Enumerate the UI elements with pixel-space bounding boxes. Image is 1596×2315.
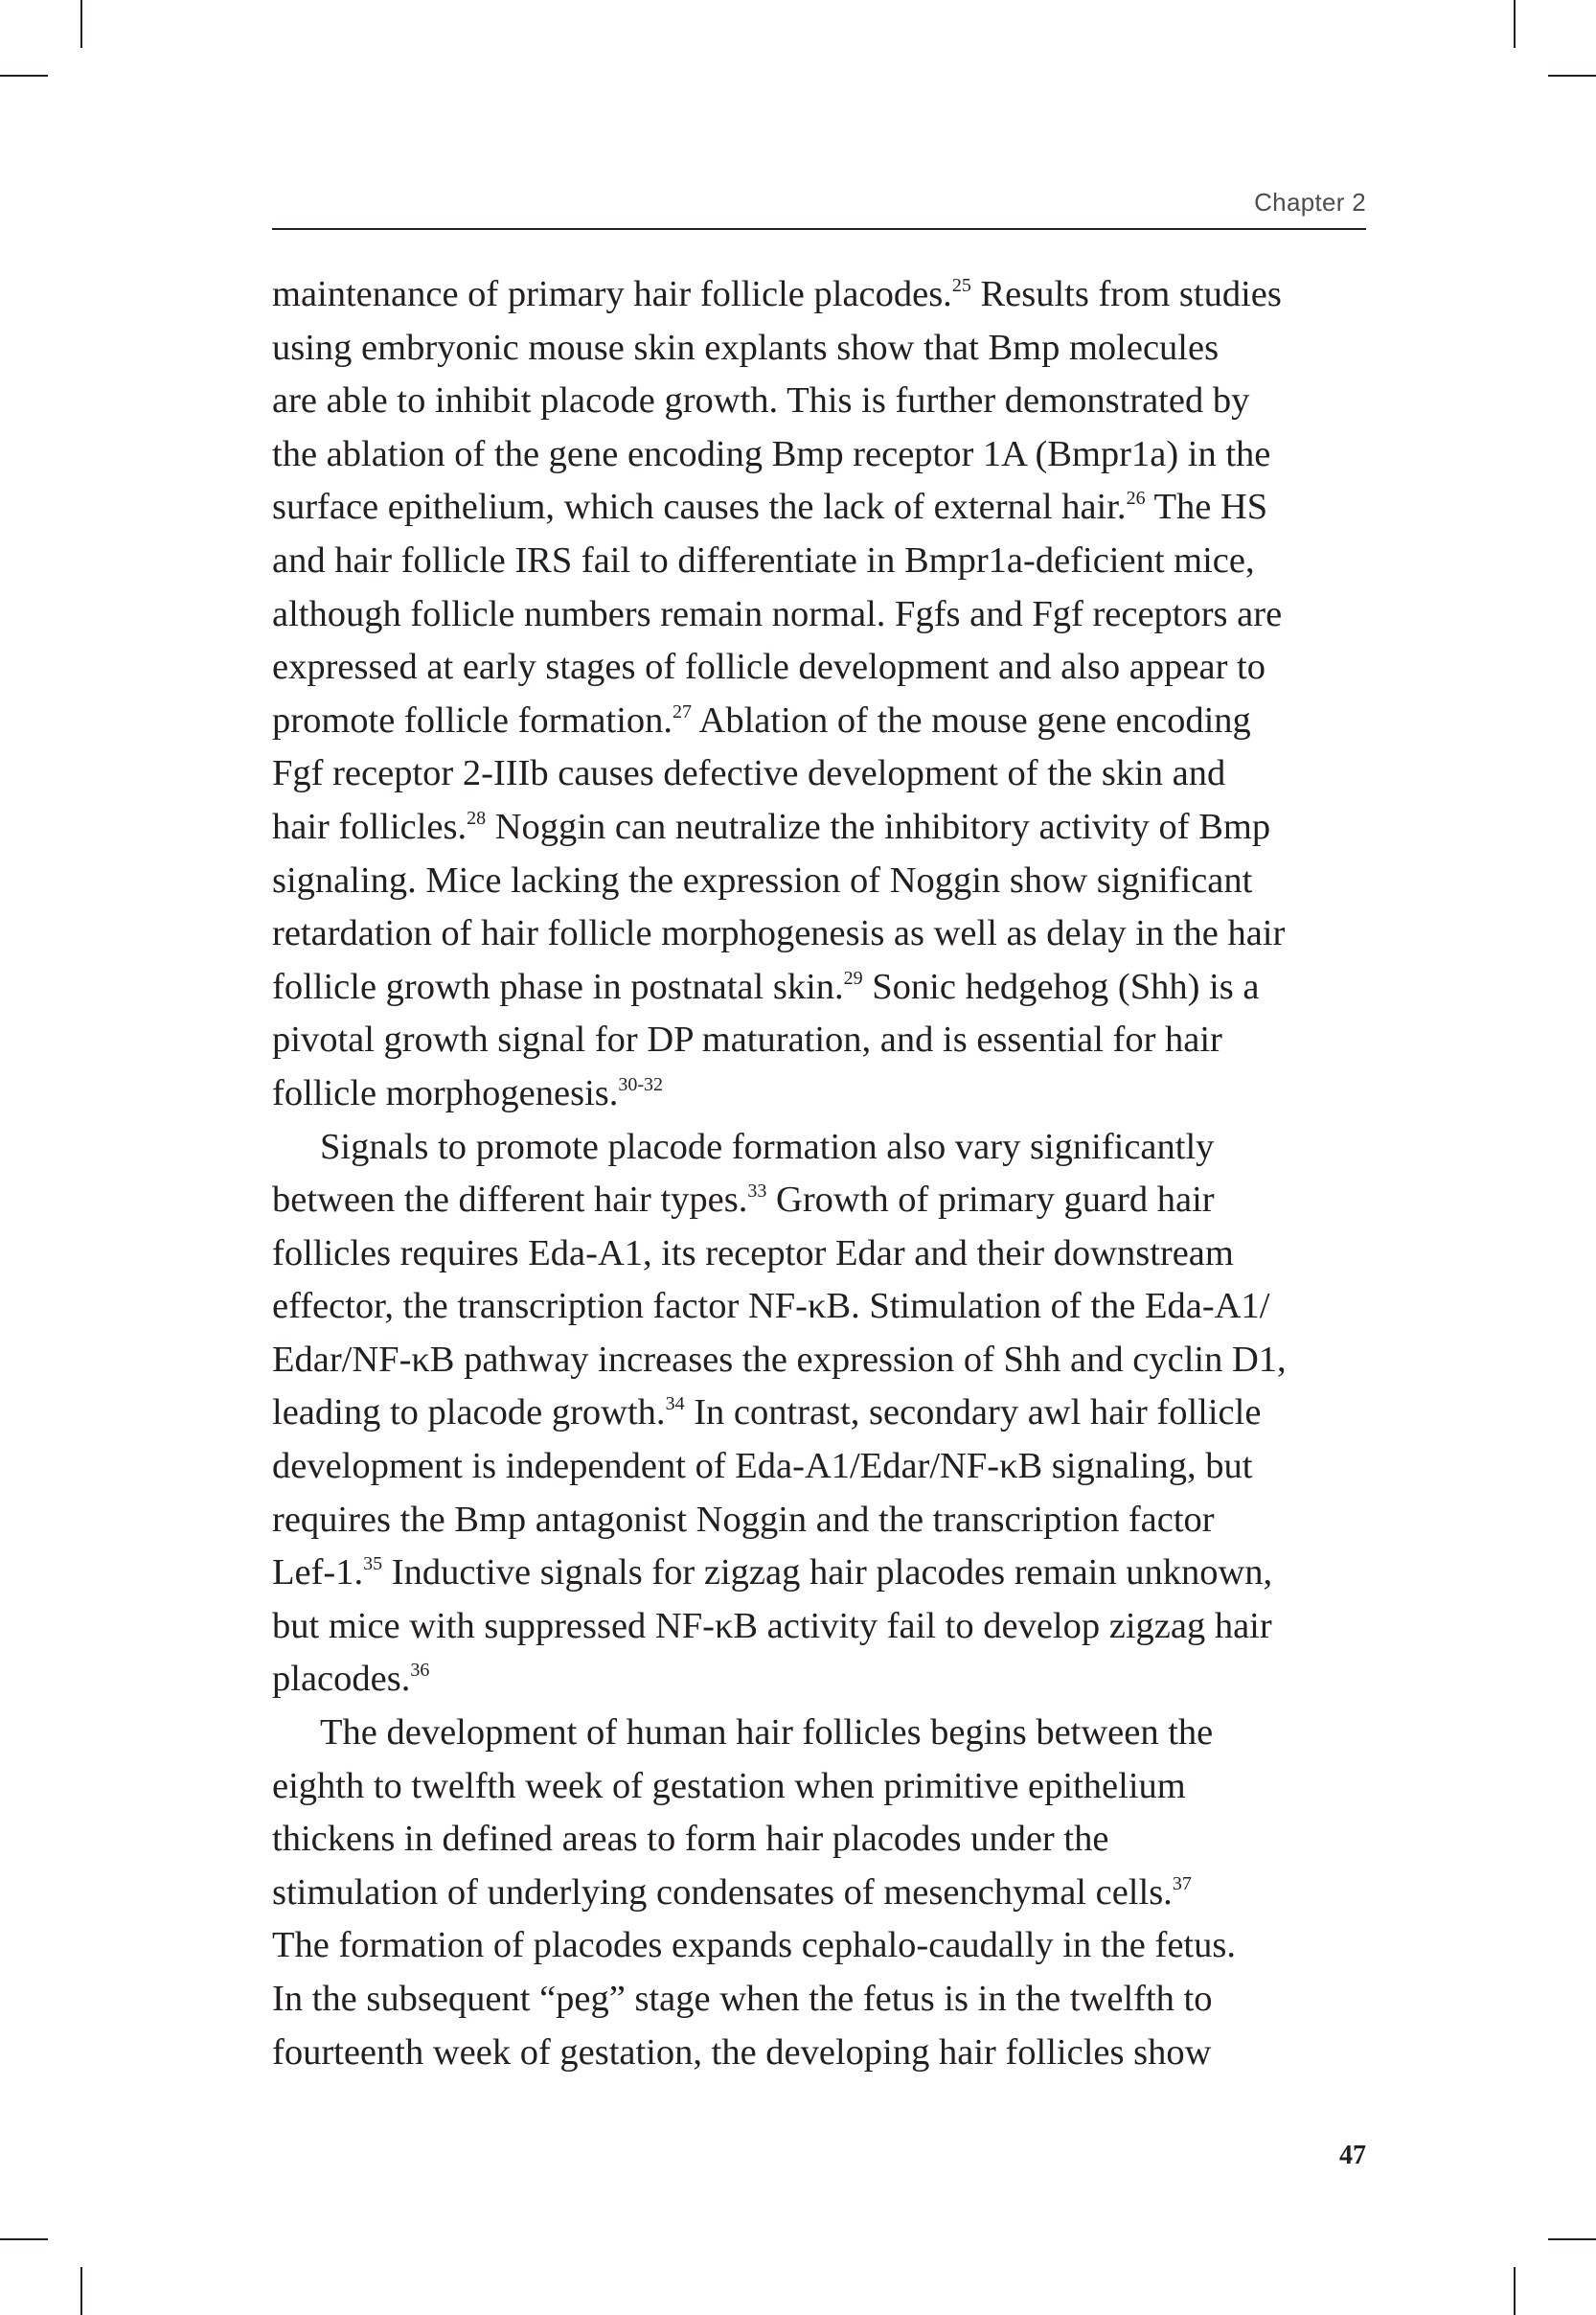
text-segment: requires the Bmp antagonist Noggin and the transcription factor: [272, 1499, 1215, 1540]
crop-mark-top-left-horizontal: [0, 75, 48, 77]
crop-mark-top-left-vertical: [80, 0, 82, 48]
text-line: [272, 1280, 1366, 1334]
text-line: [272, 1334, 1366, 1387]
text-segment: using embryonic mouse skin explants show that Bmp molecules: [272, 327, 1220, 368]
text-line: [272, 1547, 1366, 1600]
text-line: [272, 1440, 1366, 1494]
text-line: [272, 695, 1366, 748]
text-segment: and hair follicle IRS fail to differentiate in Bmpr1a-deficient mice,: [272, 539, 1255, 581]
header-rule: [272, 228, 1366, 230]
text-line: [272, 428, 1366, 482]
text-segment: surface epithelium, which causes the lack of external hair.: [272, 487, 1127, 528]
page-number: 47: [1339, 2141, 1366, 2170]
text-line: [272, 1813, 1366, 1867]
text-segment: hair follicles.: [272, 806, 467, 847]
crop-mark-top-right-horizontal: [1548, 75, 1596, 77]
text-segment: eighth to twelfth week of gestation when primitive epithelium: [272, 1765, 1186, 1806]
text-segment: Results from studies: [970, 274, 1282, 314]
text-line: [272, 268, 1366, 322]
citation-superscript: 36: [410, 1660, 430, 1682]
text-segment: Lef-1.: [272, 1552, 364, 1593]
citation-superscript: 29: [843, 967, 863, 989]
text-line: [272, 1653, 1366, 1707]
citation-superscript: 30-32: [618, 1073, 664, 1095]
crop-mark-bottom-right-vertical: [1514, 2267, 1516, 2315]
text-line: [272, 1600, 1366, 1654]
text-segment: signaling. Mice lacking the expression of Noggin show significant: [272, 860, 1253, 901]
citation-superscript: 33: [747, 1180, 767, 1203]
text-line: [272, 1387, 1366, 1440]
text-line: [272, 535, 1366, 588]
text-segment: leading to placode growth.: [272, 1392, 666, 1433]
text-segment: but mice with suppressed NF-κB activity fail to develop zigzag hair: [272, 1605, 1272, 1646]
text-line: [272, 1067, 1366, 1121]
citation-superscript: 34: [665, 1393, 685, 1415]
text-line: [272, 2027, 1366, 2080]
text-line: [272, 907, 1366, 961]
text-line: [272, 641, 1366, 695]
crop-mark-bottom-left-vertical: [80, 2267, 82, 2315]
text-segment: maintenance of primary hair follicle placodes.: [272, 274, 952, 314]
text-line: [272, 1227, 1366, 1281]
text-segment: pivotal growth signal for DP maturation, and is essential for hair: [272, 1020, 1222, 1061]
text-segment: Inductive signals for zigzag hair placodes remain unknown,: [382, 1552, 1273, 1593]
citation-superscript: 35: [363, 1553, 383, 1575]
text-segment: retardation of hair follicle morphogenesis as well as delay in the hair: [272, 913, 1286, 954]
text-segment: The HS: [1145, 487, 1268, 528]
text-segment: promote follicle formation.: [272, 699, 673, 741]
text-line: [272, 1174, 1366, 1227]
text-segment: placodes.: [272, 1659, 411, 1700]
text-segment: development is independent of Eda-A1/Edar/NF-κB signaling, but: [272, 1446, 1253, 1487]
text-line: [272, 1014, 1366, 1067]
text-segment: the ablation of the gene encoding Bmp receptor 1A (Bmpr1a) in the: [272, 433, 1271, 474]
text-segment: expressed at early stages of follicle development and also appear to: [272, 647, 1265, 688]
text-segment: The development of human hair follicles begins between the: [320, 1712, 1214, 1753]
text-segment: Edar/NF-κB pathway increases the expression of Shh and cyclin D1,: [272, 1339, 1287, 1380]
text-segment: In the subsequent “peg” stage when the fetus is in the twelfth to: [272, 1979, 1213, 2019]
text-segment: between the different hair types.: [272, 1180, 748, 1221]
citation-superscript: 26: [1126, 488, 1146, 510]
text-segment: effector, the transcription factor NF-κB. Stimulation of the Eda-A1/: [272, 1286, 1270, 1327]
text-line: [272, 322, 1366, 376]
text-segment: Fgf receptor 2-IIIb causes defective development of the skin and: [272, 753, 1226, 794]
text-segment: are able to inhibit placode growth. This is further demonstrated by: [272, 380, 1250, 422]
text-segment: follicle growth phase in postnatal skin.: [272, 966, 844, 1007]
crop-mark-top-right-vertical: [1514, 0, 1516, 48]
text-segment: follicles requires Eda-A1, its receptor Edar and their downstream: [272, 1232, 1234, 1273]
text-line: [272, 1707, 1366, 1760]
text-segment: Signals to promote placode formation also vary significantly: [320, 1126, 1215, 1167]
text-segment: The formation of placodes expands cephalo-caudally in the fetus.: [272, 1925, 1236, 1966]
text-segment: thickens in defined areas to form hair placodes under the: [272, 1819, 1109, 1860]
text-line: [272, 1867, 1366, 1920]
text-line: [272, 801, 1366, 855]
text-segment: In contrast, secondary awl hair follicle: [684, 1392, 1262, 1433]
text-line: [272, 1919, 1366, 1973]
text-line: [272, 747, 1366, 801]
running-head: Chapter 2: [1254, 188, 1366, 217]
citation-superscript: 28: [467, 807, 487, 829]
text-line: [272, 481, 1366, 535]
body-text: [272, 268, 1366, 2079]
text-segment: fourteenth week of gestation, the developing hair follicles show: [272, 2031, 1212, 2073]
text-line: [272, 1973, 1366, 2027]
citation-superscript: 27: [673, 700, 693, 722]
text-segment: Growth of primary guard hair: [766, 1180, 1215, 1221]
text-segment: Noggin can neutralize the inhibitory activity of Bmp: [486, 806, 1271, 847]
text-segment: Ablation of the mouse gene encoding: [692, 699, 1251, 741]
text-line: [272, 375, 1366, 428]
citation-superscript: 37: [1172, 1872, 1192, 1894]
text-line: [272, 588, 1366, 642]
citation-superscript: 25: [951, 275, 971, 296]
crop-mark-bottom-right-horizontal: [1548, 2238, 1596, 2240]
text-line: [272, 1494, 1366, 1547]
text-line: [272, 961, 1366, 1015]
text-line: [272, 855, 1366, 908]
crop-mark-bottom-left-horizontal: [0, 2238, 48, 2240]
text-segment: follicle morphogenesis.: [272, 1072, 619, 1113]
text-line: [272, 1760, 1366, 1814]
text-segment: stimulation of underlying condensates of mesenchymal cells.: [272, 1871, 1173, 1913]
text-segment: Sonic hedgehog (Shh) is a: [862, 966, 1260, 1007]
text-segment: although follicle numbers remain normal. Fgfs and Fgf receptors are: [272, 593, 1283, 634]
text-line: [272, 1121, 1366, 1175]
